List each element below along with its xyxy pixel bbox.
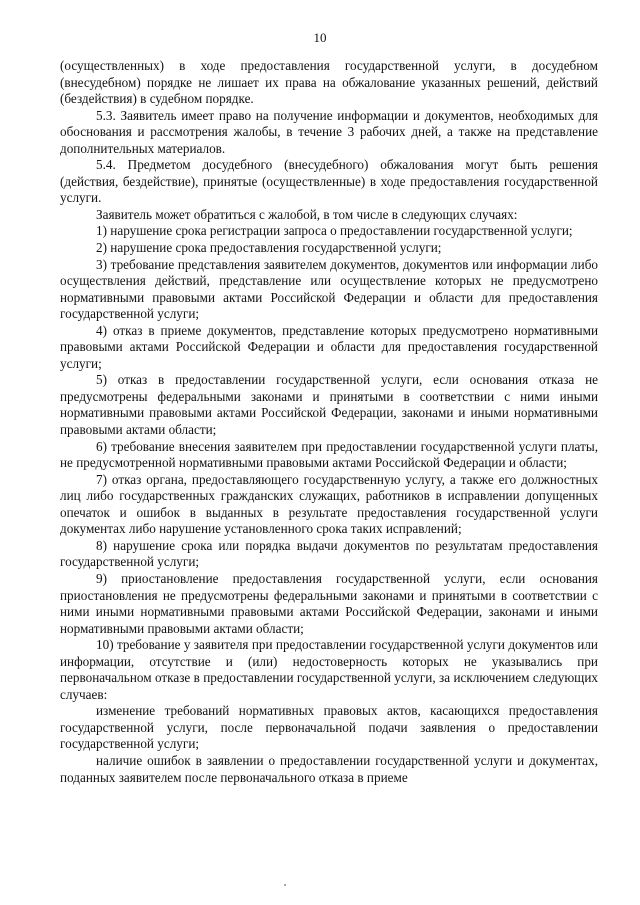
- sub-item-errors-present: наличие ошибок в заявлении о предоставлении государственной услуги и документах, поданных заявителем после первоначального отказа в приеме: [60, 752, 598, 785]
- list-item-7: 7) отказ органа, предоставляющего государственную услугу, а также его должностных лиц либо государственных гражданских служащих, работников в исправлении допущенных опечаток и ошибок в выданных в результате предоставления государственной услуги документах либо нарушение установленного срока таких исправлений;: [60, 471, 598, 537]
- paragraph-continuation: (осуществленных) в ходе предоставления государственной услуги, в досудебном (внесудебном) порядке не лишает их права на обжалование указанных решений, действий (бездействия) в судебном порядке.: [60, 58, 598, 107]
- paragraph-5-4: 5.4. Предметом досудебного (внесудебного) обжалования могут быть решения (действия, бездействие), принятые (осуществленные) в ходе предоставления государственной услуги.: [60, 157, 598, 206]
- list-item-1: 1) нарушение срока регистрации запроса о предоставлении государственной услуги;: [96, 223, 573, 239]
- paragraph-5-3: 5.3. Заявитель имеет право на получение информации и документов, необходимых для обоснования и рассмотрения жалобы, в течение 3 рабочих дней, а также на представление дополнительных материалов.: [60, 107, 598, 156]
- list-item-9: 9) приостановление предоставления государственной услуги, если основания приостановления не предусмотрены федеральными законами и принятыми в соответствии с ними иными нормативными правовыми актами Российской Федерации, законами и иными нормативными правовыми актами области;: [60, 570, 598, 636]
- sub-item-requirements-change: изменение требований нормативных правовых актов, касающихся предоставления государственной услуги, после первоначальной подачи заявления о предоставлении государственной услуги;: [60, 703, 598, 752]
- list-item-5: 5) отказ в предоставлении государственной услуги, если основания отказа не предусмотрены федеральными законами и принятыми в соответствии с ними иными нормативными правовыми актами Российской Федерации, законами и иными нормативными правовыми актами области;: [60, 372, 598, 438]
- page-number: 10: [313, 30, 327, 45]
- list-item-8: 8) нарушение срока или порядка выдачи документов по результатам предоставления государственной услуги;: [60, 537, 598, 570]
- list-item-3: 3) требование представления заявителем документов, документов или информации либо осуществления действий, представление или осуществление которых не предусмотрено нормативными правовыми актами Российской Федерации и области для предоставления государственной услуги;: [60, 256, 598, 322]
- list-item-2: 2) нарушение срока предоставления государственной услуги;: [96, 240, 442, 256]
- paragraph-cases-intro: Заявитель может обратиться с жалобой, в том числе в следующих случаях:: [96, 206, 518, 222]
- scan-speck: [284, 884, 286, 886]
- document-body: [60, 58, 598, 786]
- list-item-10: 10) требование у заявителя при предоставлении государственной услуги документов или информации, отсутствие и (или) недостоверность которых не указывались при первоначальном отказе в предоставлении государственной услуги, за исключением следующих случаев:: [60, 637, 598, 702]
- list-item-6: 6) требование внесения заявителем при предоставлении государственной услуги платы, не предусмотренной нормативными правовыми актами Российской Федерации и области;: [60, 438, 598, 471]
- list-item-4: 4) отказ в приеме документов, представление которых предусмотрено нормативными правовыми актами Российской Федерации и области для предоставления государственной услуги;: [60, 322, 598, 371]
